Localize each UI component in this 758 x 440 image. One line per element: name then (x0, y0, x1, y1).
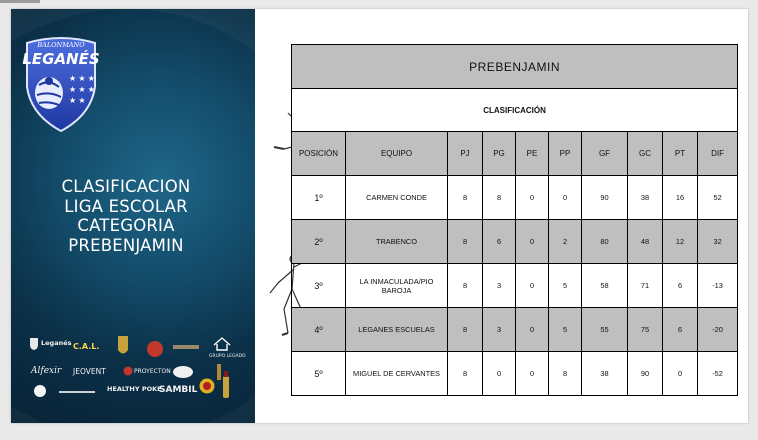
sponsor-wordmark-icon (173, 342, 199, 352)
table-cell: 52 (698, 176, 738, 220)
sponsor-script-icon (59, 388, 95, 396)
table-cell: 0 (516, 264, 549, 308)
svg-text:★ ★ ★: ★ ★ ★ (69, 85, 95, 94)
table-cell: 0 (549, 176, 582, 220)
table-cell: 0 (516, 220, 549, 264)
table-cell: MIGUEL DE CERVANTES (346, 352, 448, 396)
panel-title-line: CATEGORIA (77, 216, 175, 235)
panel-title (31, 177, 221, 255)
home-icon (213, 337, 231, 351)
table-subtitle: CLASIFICACIÓN (292, 89, 738, 132)
sponsor-crest-icon (117, 334, 129, 358)
sponsor-oval-icon (172, 365, 194, 379)
table-cell: 5 (549, 264, 582, 308)
table-cell: -13 (698, 264, 738, 308)
sponsor-round-logo-icon (199, 378, 215, 394)
column-header: GF (582, 132, 628, 176)
table-cell: 5 (549, 308, 582, 352)
table-cell: 71 (628, 264, 663, 308)
sponsor-badge-icon (146, 340, 164, 358)
sponsor-cal: C.A.L. (73, 342, 100, 351)
table-cell: 38 (628, 176, 663, 220)
table-cell: 0 (516, 176, 549, 220)
sponsor-alfexir: Alfexir (31, 366, 62, 376)
column-header: PJ (448, 132, 483, 176)
column-header: GC (628, 132, 663, 176)
table-cell: -20 (698, 308, 738, 352)
table-cell: 58 (582, 264, 628, 308)
table-cell: -52 (698, 352, 738, 396)
table-cell: 16 (663, 176, 698, 220)
table-cell: 6 (663, 264, 698, 308)
table-cell: 6 (663, 308, 698, 352)
table-cell: LEGANES ESCUELAS (346, 308, 448, 352)
column-header: DIF (698, 132, 738, 176)
sponsor-bottle-icon (221, 370, 231, 400)
table-cell: 32 (698, 220, 738, 264)
table-row (292, 176, 738, 220)
table-cell: 8 (448, 352, 483, 396)
table-cell: 8 (448, 176, 483, 220)
standings-table-container (291, 44, 737, 400)
table-row (292, 308, 738, 352)
sponsor-sambil: SAMBIL (159, 385, 198, 395)
table-cell: 8 (448, 264, 483, 308)
table-cell: 3 (483, 264, 516, 308)
sponsor-shield-icon (29, 337, 39, 351)
table-cell: 12 (663, 220, 698, 264)
table-row (292, 220, 738, 264)
table-cell: 2 (549, 220, 582, 264)
sponsor-healthy-poke: HEALTHY POKE (107, 385, 162, 393)
table-cell: 6 (483, 220, 516, 264)
table-cell: 3º (292, 264, 346, 308)
column-header: EQUIPO (346, 132, 448, 176)
sponsor-jeovent: JEOVENT (73, 367, 106, 376)
table-title: PREBENJAMIN (292, 45, 738, 89)
column-header: PE (516, 132, 549, 176)
table-row (292, 264, 738, 308)
left-panel (11, 9, 255, 423)
crest-top-text: BALONMANO (37, 41, 85, 49)
table-cell: 1º (292, 176, 346, 220)
table-cell: 48 (628, 220, 663, 264)
table-cell: TRABENCO (346, 220, 448, 264)
crest-name: LEGANÉS (22, 50, 100, 68)
table-cell: 0 (483, 352, 516, 396)
column-header: PP (549, 132, 582, 176)
club-crest-logo (21, 35, 101, 133)
sponsor-proyecton: PROYECTON (134, 368, 171, 375)
window-corner-mark (0, 0, 40, 3)
table-row (292, 352, 738, 396)
panel-title-line: LIGA ESCOLAR (64, 196, 188, 216)
table-cell: LA INMACULADA/PIO BAROJA (346, 264, 448, 308)
column-header: PG (483, 132, 516, 176)
panel-title-line: CLASIFICACION (61, 177, 191, 196)
table-cell: 90 (582, 176, 628, 220)
column-header: POSICIÓN (292, 132, 346, 176)
standings-table (291, 44, 738, 396)
sponsor-dot-icon (123, 366, 133, 376)
table-cell: 2º (292, 220, 346, 264)
table-cell: 38 (582, 352, 628, 396)
table-cell: 0 (663, 352, 698, 396)
table-cell: 0 (516, 308, 549, 352)
column-header: PT (663, 132, 698, 176)
table-header-row (292, 132, 738, 176)
table-cell: 8 (448, 220, 483, 264)
table-cell: 75 (628, 308, 663, 352)
table-cell: 5º (292, 352, 346, 396)
table-cell: 4º (292, 308, 346, 352)
table-cell: 8 (448, 308, 483, 352)
sponsor-seal-icon (33, 384, 47, 398)
table-cell: 3 (483, 308, 516, 352)
sponsor-leganes: Leganés (41, 339, 72, 347)
table-cell: 55 (582, 308, 628, 352)
table-cell: 8 (549, 352, 582, 396)
svg-text:★ ★ ★: ★ ★ ★ (69, 74, 95, 83)
table-cell: 8 (483, 176, 516, 220)
table-cell: 90 (628, 352, 663, 396)
panel-title-line: PREBENJAMIN (68, 235, 184, 255)
svg-text:★ ★: ★ ★ (69, 96, 86, 105)
sponsor-grupo-legado: GRUPO LEGADO (209, 354, 246, 359)
table-cell: CARMEN CONDE (346, 176, 448, 220)
table-cell: 80 (582, 220, 628, 264)
table-cell: 0 (516, 352, 549, 396)
slide (11, 9, 748, 423)
